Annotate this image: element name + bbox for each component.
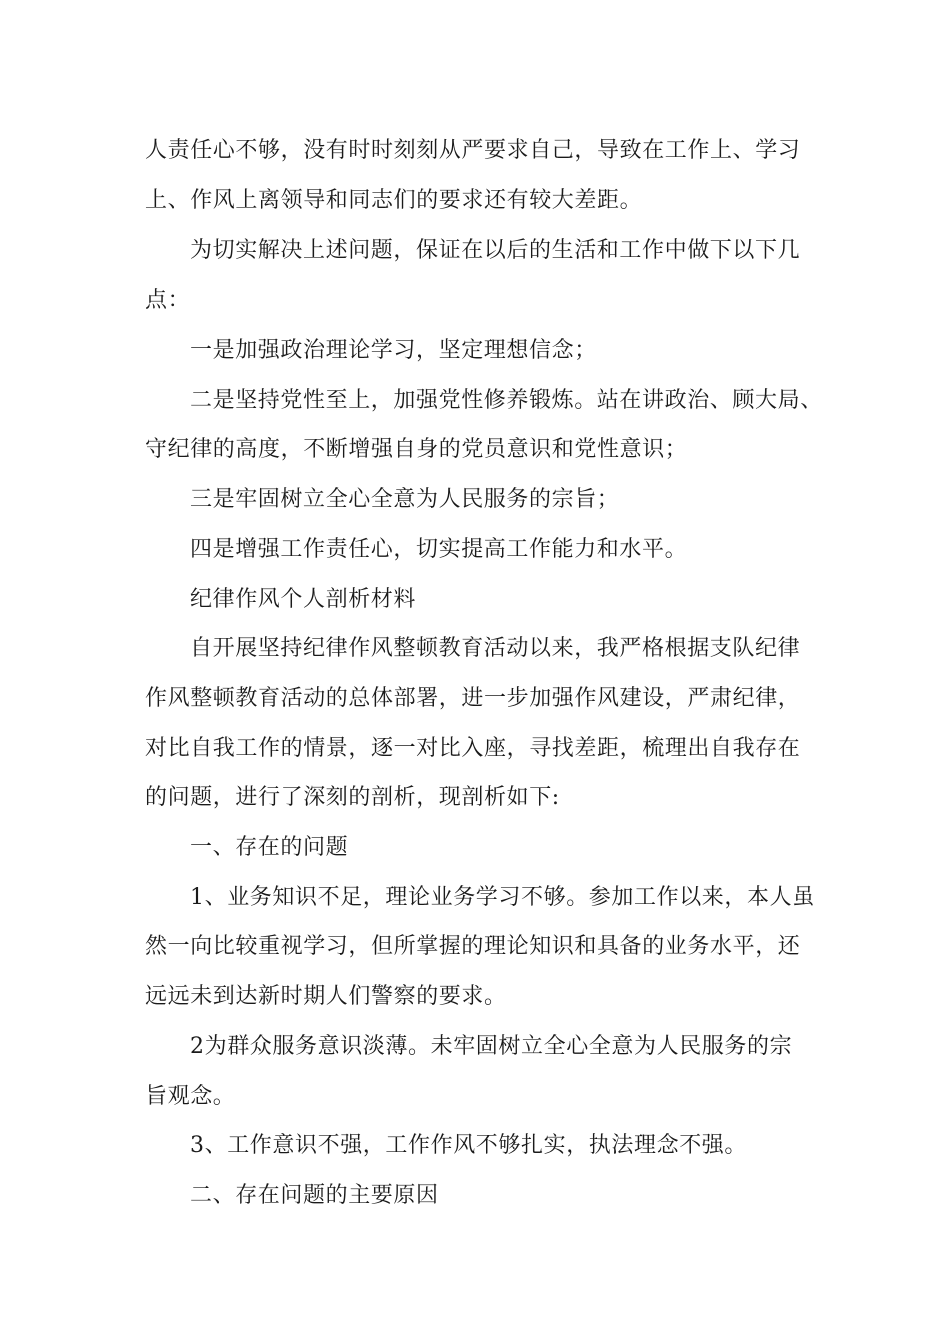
section-heading: 一、存在的问题	[190, 835, 349, 860]
text-line: 的问题，进行了深刻的剖析，现剖析如下:	[145, 785, 560, 810]
text-line: 然一向比较重视学习，但所掌握的理论知识和具备的业务水平，还	[145, 934, 801, 959]
section-title: 纪律作风个人剖析材料	[190, 587, 417, 612]
text-line: 旨观念。	[145, 1084, 236, 1109]
text-line: 1、业务知识不足，理论业务学习不够。参加工作以来，本人虽	[190, 885, 815, 910]
text-line: 二是坚持党性至上，加强党性修养锻炼。站在讲政治、顾大局、	[190, 388, 823, 413]
text-line: 上、作风上离领导和同志们的要求还有较大差距。	[145, 188, 643, 213]
section-heading: 二、存在问题的主要原因	[190, 1183, 439, 1208]
text-line: 人责任心不够，没有时时刻刻从严要求自己，导致在工作上、学习	[145, 138, 801, 163]
text-line: 3、工作意识不强，工作作风不够扎实，执法理念不强。	[190, 1133, 747, 1158]
text-line: 2为群众服务意识淡薄。未牢固树立全心全意为人民服务的宗	[190, 1034, 793, 1059]
text-line: 四是增强工作责任心，切实提高工作能力和水平。	[190, 537, 688, 562]
text-line: 一是加强政治理论学习，坚定理想信念；	[190, 338, 597, 363]
text-line: 三是牢固树立全心全意为人民服务的宗旨；	[190, 487, 620, 512]
text-line: 守纪律的高度，不断增强自身的党员意识和党性意识；	[145, 437, 688, 462]
text-line: 点：	[145, 288, 191, 313]
text-line: 自开展坚持纪律作风整顿教育活动以来，我严格根据支队纪律	[190, 636, 801, 661]
text-line: 对比自我工作的情景，逐一对比入座，寻找差距，梳理出自我存在	[145, 736, 801, 761]
text-line: 为切实解决上述问题，保证在以后的生活和工作中做下以下几	[190, 238, 801, 263]
text-line: 远远未到达新时期人们警察的要求。	[145, 984, 507, 1009]
text-line: 作风整顿教育活动的总体部署，进一步加强作风建设，严肃纪律，	[145, 686, 801, 711]
